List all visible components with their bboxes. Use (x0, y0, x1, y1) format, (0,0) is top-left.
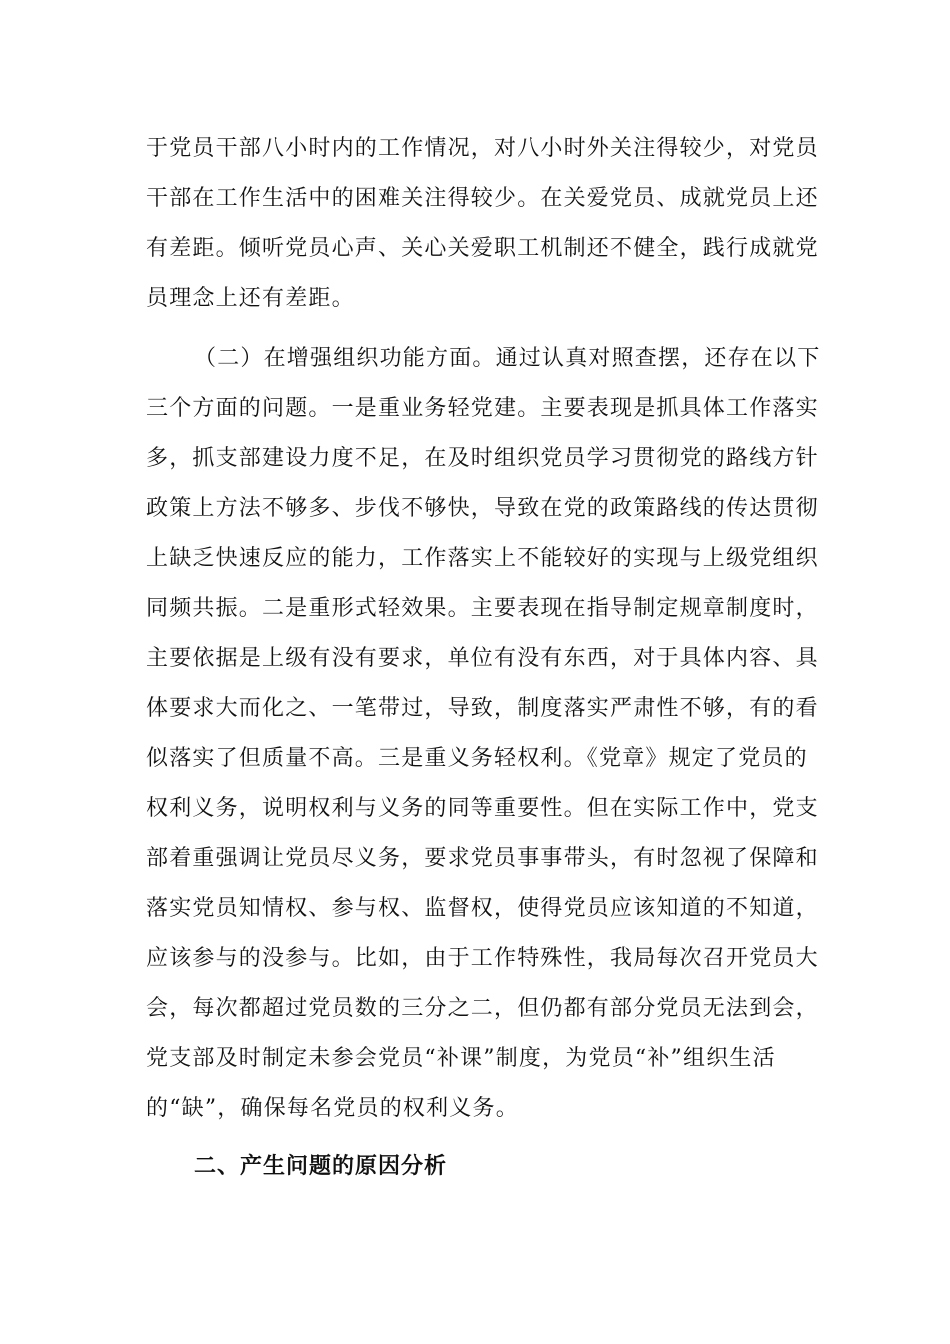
paragraph-2-line-7: 主要依据是上级有没有要求，单位有没有东西，对于具体内容、具 (146, 646, 819, 671)
paragraph-2-line-1: （二）在增强组织功能方面。通过认真对照查摆，还存在以下 (194, 346, 821, 371)
paragraph-2-line-4: 政策上方法不够多、步伐不够快，导致在党的政策路线的传达贯彻 (146, 496, 819, 521)
paragraph-2-line-16: 的“缺”，确保每名党员的权利义务。 (146, 1096, 519, 1121)
paragraph-2-line-2: 三个方面的问题。一是重业务轻党建。主要表现是抓具体工作落实 (146, 396, 819, 421)
paragraph-1-line-4: 员理念上还有差距。 (146, 286, 355, 311)
paragraph-1-line-3: 有差距。倾听党员心声、关心关爱职工机制还不健全，践行成就党 (146, 236, 819, 261)
paragraph-2-line-15: 党支部及时制定未参会党员“补课”制度，为党员“补”组织生活 (146, 1046, 776, 1071)
paragraph-1-line-2: 干部在工作生活中的困难关注得较少。在关爱党员、成就党员上还 (146, 186, 819, 211)
paragraph-2-line-14: 会，每次都超过党员数的三分之二，但仍都有部分党员无法到会， (146, 996, 819, 1021)
section-heading: 二、产生问题的原因分析 (194, 1154, 448, 1179)
paragraph-1-line-1: 于党员干部八小时内的工作情况，对八小时外关注得较少，对党员 (146, 136, 819, 161)
paragraph-2-line-11: 部着重强调让党员尽义务，要求党员事事带头，有时忽视了保障和 (146, 846, 819, 871)
paragraph-2-line-10: 权利义务，说明权利与义务的同等重要性。但在实际工作中，党支 (146, 796, 819, 821)
paragraph-2-line-13: 应该参与的没参与。比如，由于工作特殊性，我局每次召开党员大 (146, 946, 819, 971)
paragraph-2-line-9: 似落实了但质量不高。三是重义务轻权利。《党章》规定了党员的 (146, 746, 808, 771)
paragraph-2-line-5: 上缺乏快速反应的能力，工作落实上不能较好的实现与上级党组织 (146, 546, 819, 571)
paragraph-2-line-12: 落实党员知情权、参与权、监督权，使得党员应该知道的不知道， (146, 896, 819, 921)
paragraph-2-line-3: 多，抓支部建设力度不足，在及时组织党员学习贯彻党的路线方针 (146, 446, 819, 471)
paragraph-2-line-8: 体要求大而化之、一笔带过，导致，制度落实严肃性不够，有的看 (146, 696, 819, 721)
paragraph-2-line-6: 同频共振。二是重形式轻效果。主要表现在指导制定规章制度时， (146, 596, 819, 621)
